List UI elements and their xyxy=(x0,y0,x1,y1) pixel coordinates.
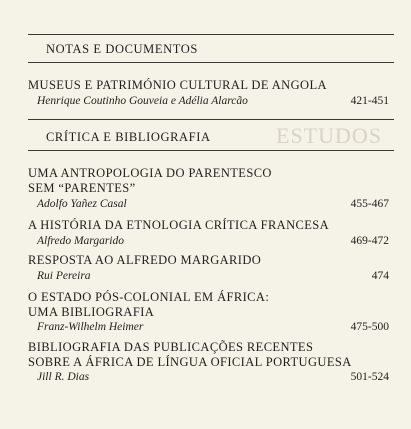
entry-title xyxy=(28,340,378,370)
entry-author: Adolfo Yañez Casal xyxy=(37,198,127,210)
entry-title: A HISTÓRIA DA ETNOLOGIA CRÍTICA FRANCESA xyxy=(28,218,330,232)
entry-title-line: SOBRE A ÁFRICA DE LÍNGUA OFICIAL PORTUGUESA xyxy=(28,355,352,369)
entry-title xyxy=(28,166,373,196)
entry-pages: 421-451 xyxy=(350,95,389,107)
entry-author: Jill R. Dias xyxy=(37,371,90,383)
section-rule xyxy=(28,150,394,151)
entry-title-line: UMA BIBLIOGRAFIA xyxy=(28,305,155,319)
section-title-critica: CRÍTICA E BIBLIOGRAFIA xyxy=(46,130,211,144)
entry-title-line: UMA ANTROPOLOGIA DO PARENTESCO xyxy=(28,166,272,180)
entry-title xyxy=(28,290,373,320)
entry-author: Rui Pereira xyxy=(37,270,91,282)
entry-pages: 501-524 xyxy=(350,371,389,383)
watermark-text: ESTUDOS xyxy=(276,123,383,148)
entry-author: Alfredo Margarido xyxy=(37,235,124,247)
entry-title-line: BIBLIOGRAFIA DAS PUBLICAÇÕES RECENTES xyxy=(28,340,314,354)
entry-author: Franz-Wilhelm Heimer xyxy=(37,321,144,333)
section-rule xyxy=(28,119,394,120)
entry-pages: 455-467 xyxy=(350,198,389,210)
entry-title-line: SEM “PARENTES” xyxy=(28,181,136,195)
entry-pages: 469-472 xyxy=(350,235,389,247)
top-rule xyxy=(28,34,394,35)
section-title-notas: NOTAS E DOCUMENTOS xyxy=(46,42,198,56)
entry-author: Henrique Coutinho Gouveia e Adélia Alarcão xyxy=(37,95,248,107)
entry-title-line: O ESTADO PÓS-COLONIAL EM ÁFRICA: xyxy=(28,290,270,304)
entry-pages: 475-500 xyxy=(350,321,389,333)
entry-pages: 474 xyxy=(371,270,389,282)
section-rule xyxy=(28,62,394,63)
entry-title: RESPOSTA AO ALFREDO MARGARIDO xyxy=(28,253,262,267)
entry-title: MUSEUS E PATRIMÓNIO CULTURAL DE ANGOLA xyxy=(28,78,327,92)
